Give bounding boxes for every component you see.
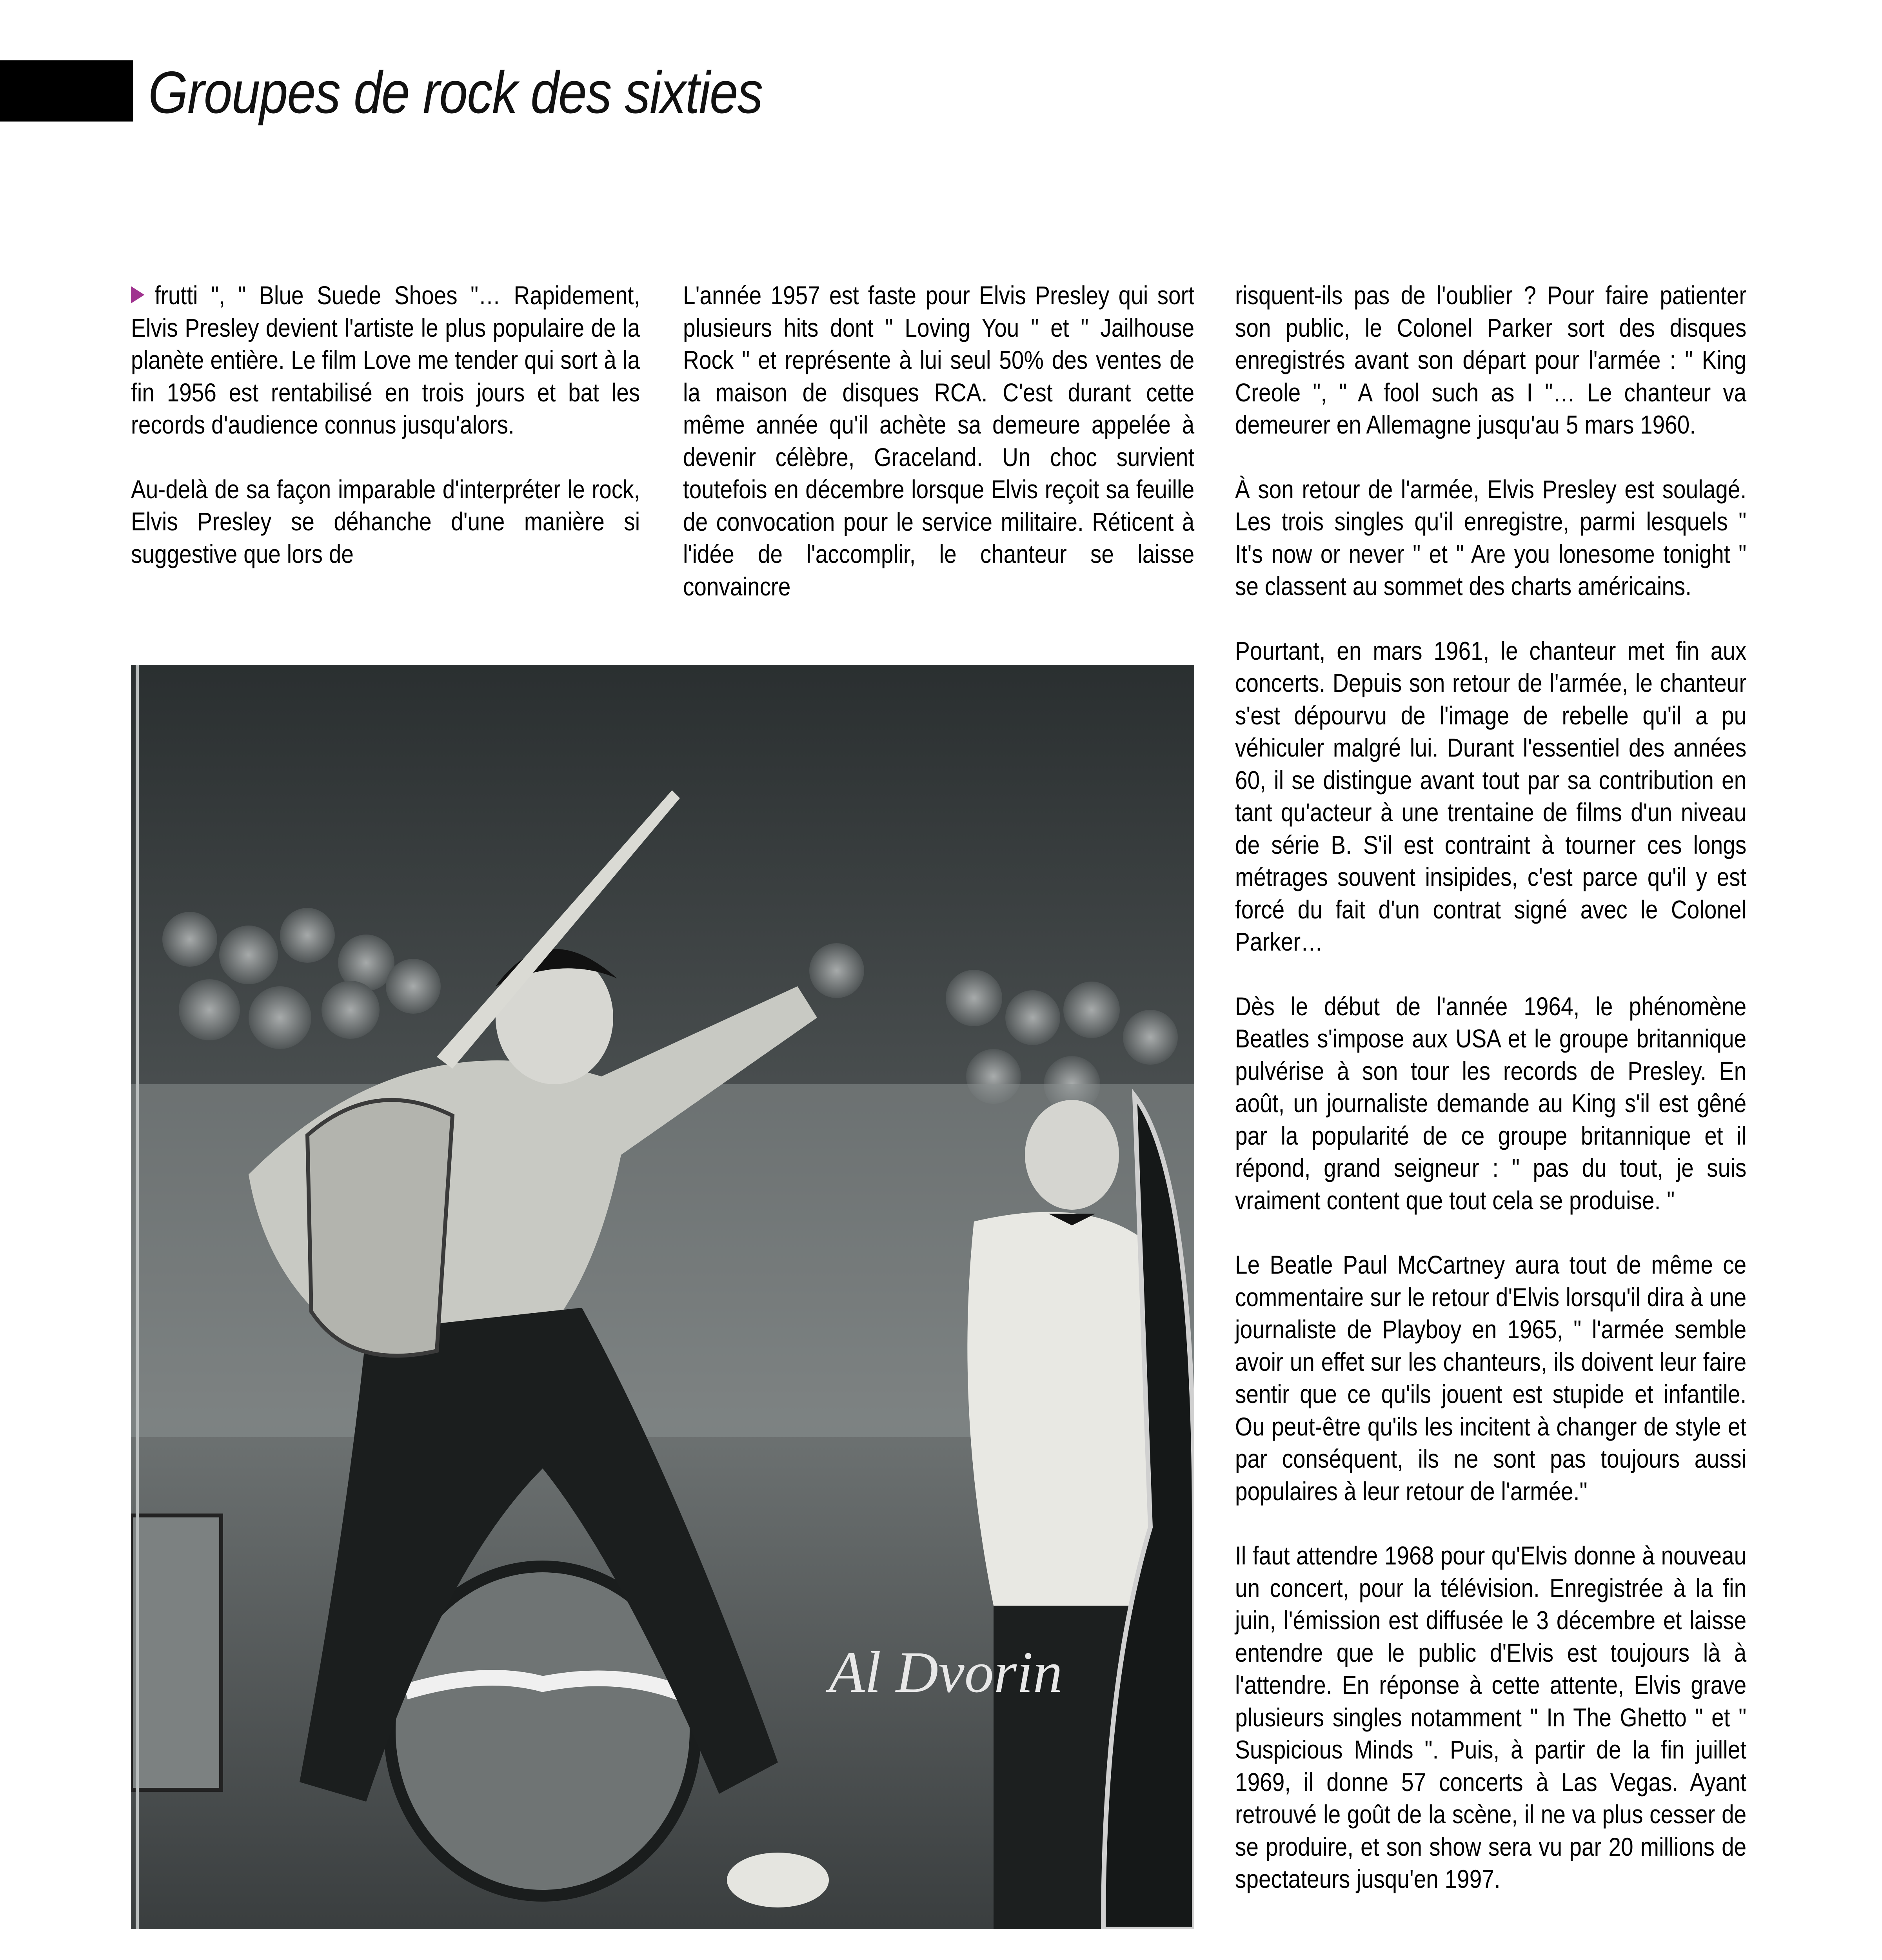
photo-frame-line xyxy=(136,665,139,1929)
bassist-figure xyxy=(967,1096,1194,1929)
drum-label: Al Dvorin xyxy=(829,1640,1063,1705)
paragraph xyxy=(131,279,640,441)
photo-illustration xyxy=(131,665,1194,1929)
column-3 xyxy=(1235,279,1746,1895)
column-1-bottom xyxy=(131,1958,640,1960)
paragraph: Pourtant, en mars 1961, le chanteur met fin aux concerts. Depuis son retour de l'armée, le chanteur s'est dépourvu de l'image de rebelle qu'il a pu véhiculer malgré lui. Durant l'essentiel des années 60, il se distingue avant tout par sa contribution en tant qu'acteur à une trentaine de films d'un niveau de série B. S'il est contraint à tourner ces longs métrages souvent insipides, c'est parce qu'il y est forcé du fait d'un contrat signé avec le Colonel Parker… xyxy=(1235,636,1747,956)
play-triangle-icon xyxy=(131,286,144,303)
paragraph-text: frutti ", " Blue Suede Shoes "… Rapidement, Elvis Presley devient l'artiste le plus populaire de la planète entière. Le film Love me tender qui sort à la fin 1956 est rentabilisé en trois jours et bat les records d'audience connus jusqu'alors. xyxy=(131,281,640,439)
elvis-concert-photo xyxy=(131,665,1194,1929)
paragraph: L'année 1957 est faste pour Elvis Presley qui sort plusieurs hits dont " Loving You " et " Jailhouse Rock " et représente à lui seul 50% des ventes de la maison de disques RCA. C'est durant cette même année qu'il achète sa demeure appelée à devenir célèbre, Graceland. Un choc survient toutefois en décembre lorsque Elvis reçoit sa feuille de convocation pour le service militaire. Réticent à l'idée de l'accomplir, le chanteur se laisse convaincre xyxy=(683,281,1195,601)
paragraph: risquent-ils pas de l'oublier ? Pour faire patienter son public, le Colonel Parker sort des disques enregistrés avant son départ pour l'armée : " King Creole ", " A fool such as I "… Le chanteur va demeurer en Allemagne jusqu'au 5 mars 1960. xyxy=(1235,281,1747,439)
paragraph: Il faut attendre 1968 pour qu'Elvis donne à nouveau un concert, pour la télévision. Enregistrée à la fin juin, l'émission est diffusée le 3 décembre et laisse entendre que le public d'Elvis est toujours là à l'attendre. En réponse à cette attente, Elvis grave plusieurs singles notamment " In The Ghetto " et " Suspicious Minds ". Puis, à partir de la fin juillet 1969, il donne 57 concerts à Las Vegas. Ayant retrouvé le goût de la scène, il ne va plus cesser de se produire, et son show sera vu par 20 millions de spectateurs jusqu'en 1997. xyxy=(1235,1541,1747,1893)
paragraph xyxy=(131,1958,640,1960)
amplifier xyxy=(131,1515,221,1790)
page-title: Groupes de rock des sixties xyxy=(148,59,763,126)
header-accent-bar xyxy=(0,60,133,122)
column-2-top xyxy=(683,279,1194,603)
paragraph: Dès le début de l'année 1964, le phénomène Beatles s'impose aux USA et le groupe britannique pulvérise à son tour les records de Presley. En août, un journaliste demande au King s'il est gêné par la popularité de ce groupe britannique et il répond, grand seigneur : " pas du tout, je suis vraiment content que tout cela se produise. " xyxy=(1235,991,1747,1215)
paragraph: À son retour de l'armée, Elvis Presley est soulagé. Les trois singles qu'il enregistre, parmi lesquels " It's now or never " et " Are you lonesome tonight " se classent au sommet des charts américains. xyxy=(1235,474,1747,601)
column-2-bottom xyxy=(683,1958,1194,1960)
column-1-top xyxy=(131,279,640,570)
paragraph: Au-delà de sa façon imparable d'interpréter le rock, Elvis Presley se déhanche d'une manière si suggestive que lors de xyxy=(131,474,640,568)
paragraph: Le Beatle Paul McCartney aura tout de même ce commentaire sur le retour d'Elvis lorsqu'il dira à une journaliste de Playboy en 1965, " l'armée semble avoir un effet sur les chanteurs, ils doivent leur faire sentir que ce qu'ils jouent est stupide et infantile. Ou peut-être qu'ils les incitent à changer de style et par conséquent, ils ne sont pas toujours aussi populaires à leur retour de l'armée." xyxy=(1235,1250,1747,1506)
paragraph xyxy=(683,1958,1194,1960)
